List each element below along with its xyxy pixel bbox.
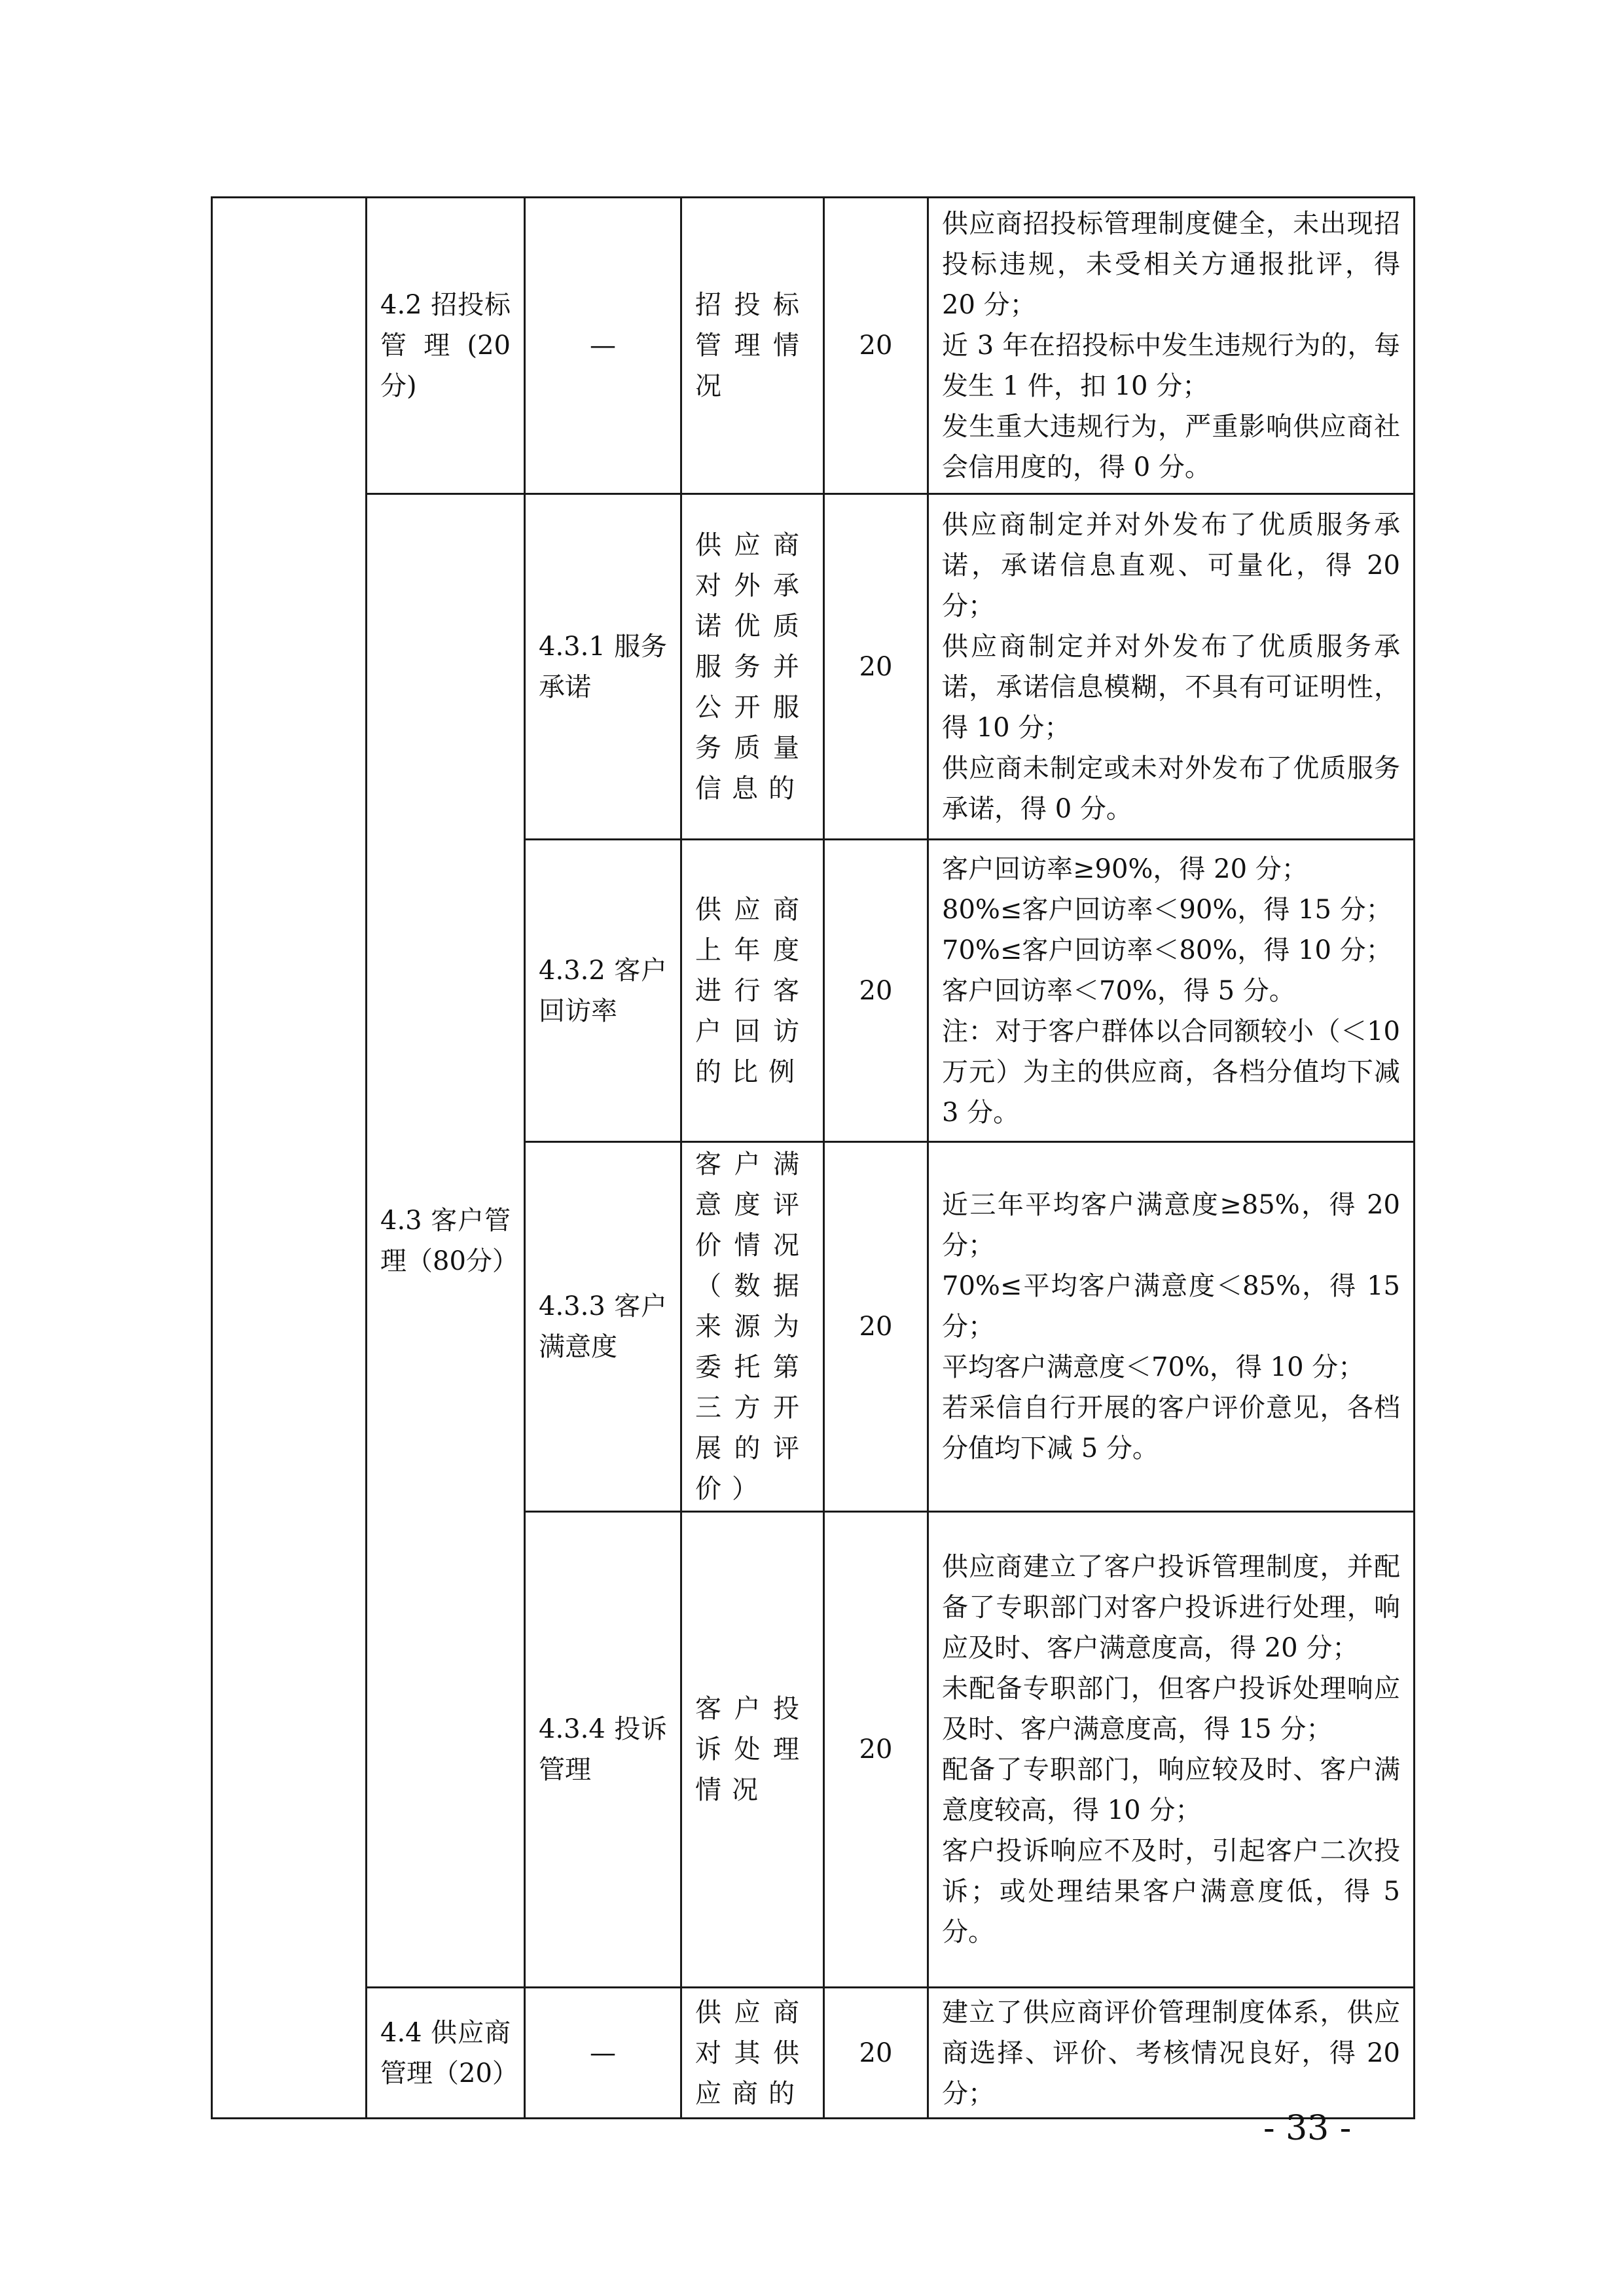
criteria-line: 近 3 年在招投标中发生违规行为的，每发生 1 件，扣 10 分； xyxy=(942,331,1400,401)
level3-cell: 4.3.4 投诉管理 xyxy=(525,1512,681,1988)
score-cell: 20 xyxy=(824,494,928,840)
criteria-line: 客户回访率＜70%，得 5 分。 xyxy=(942,975,1295,1006)
criteria-line: 未配备专职部门，但客户投诉处理响应及时、客户满意度高，得 15 分； xyxy=(942,1674,1400,1744)
item-cell: 供应商上年度进行客户回访的比例 xyxy=(681,840,824,1142)
level2-cell: 4.3 客户管理（80分） xyxy=(367,494,525,1988)
criteria-cell xyxy=(928,840,1415,1142)
criteria-line: 客户投诉响应不及时，引起客户二次投诉；或处理结果客户满意度低，得 5 分。 xyxy=(942,1836,1400,1947)
criteria-cell xyxy=(928,198,1415,494)
criteria-line: 供应商未制定或未对外发布了优质服务承诺，得 0 分。 xyxy=(942,753,1400,824)
score-cell: 20 xyxy=(824,1988,928,2119)
item-cell: 供应商对其供应商的 xyxy=(681,1988,824,2119)
criteria-line: 配备了专职部门，响应较及时、客户满意度较高，得 10 分； xyxy=(942,1755,1400,1825)
score-cell: 20 xyxy=(824,198,928,494)
criteria-line: 注：对于客户群体以合同额较小（＜10 万元）为主的供应商，各档分值均下减 3 分。 xyxy=(942,1016,1400,1128)
page-number: - 33 - xyxy=(1263,2109,1352,2148)
score-cell: 20 xyxy=(824,1142,928,1512)
item-cell: 客户满意度评价情况（数据来源为委托第三方开展的评价） xyxy=(681,1142,824,1512)
level3-cell: — xyxy=(525,1988,681,2119)
item-cell: 招投标管理情况 xyxy=(681,198,824,494)
evaluation-table xyxy=(211,196,1415,2119)
item-cell: 客户投诉处理情况 xyxy=(681,1512,824,1988)
table-row xyxy=(212,494,1415,840)
criteria-line: 建立了供应商评价管理制度体系，供应商选择、评价、考核情况良好，得 20 分； xyxy=(942,1997,1400,2109)
criteria-line: 供应商制定并对外发布了优质服务承诺，承诺信息直观、可量化，得 20 分； xyxy=(942,509,1400,621)
criteria-line: 客户回访率≥90%，得 20 分； xyxy=(942,853,1308,884)
level2-cell: 4.4 供应商管理（20） xyxy=(367,1988,525,2119)
criteria-line: 80%≤客户回访率＜90%，得 15 分； xyxy=(942,894,1392,925)
score-cell: 20 xyxy=(824,840,928,1142)
criteria-cell xyxy=(928,494,1415,840)
criteria-line: 发生重大违规行为，严重影响供应商社会信用度的，得 0 分。 xyxy=(942,412,1400,482)
item-cell: 供应商对外承诺优质服务并公开服务质量信息的 xyxy=(681,494,824,840)
criteria-line: 供应商建立了客户投诉管理制度，并配备了专职部门对客户投诉进行处理，响应及时、客户满意度高，得 20 分； xyxy=(942,1552,1400,1663)
criteria-line: 若采信自行开展的客户评价意见，各档分值均下减 5 分。 xyxy=(942,1393,1400,1463)
table-row xyxy=(212,1988,1415,2119)
level3-cell: 4.3.1 服务承诺 xyxy=(525,494,681,840)
score-cell: 20 xyxy=(824,1512,928,1988)
criteria-line: 供应商招投标管理制度健全，未出现招投标违规，未受相关方通报批评，得 20 分； xyxy=(942,209,1400,320)
criteria-line: 70%≤客户回访率＜80%，得 10 分； xyxy=(942,935,1392,965)
level1-cell xyxy=(212,198,367,2119)
level3-cell: — xyxy=(525,198,681,494)
criteria-line: 70%≤平均客户满意度＜85%，得 15 分； xyxy=(942,1271,1400,1342)
table-row xyxy=(212,198,1415,494)
criteria-cell xyxy=(928,1988,1415,2119)
criteria-cell xyxy=(928,1512,1415,1988)
criteria-line: 供应商制定并对外发布了优质服务承诺，承诺信息模糊，不具有可证明性，得 10 分； xyxy=(942,631,1400,743)
level3-cell: 4.3.2 客户回访率 xyxy=(525,840,681,1142)
criteria-line: 平均客户满意度＜70%，得 10 分； xyxy=(942,1352,1365,1382)
level3-cell: 4.3.3 客户满意度 xyxy=(525,1142,681,1512)
criteria-line: 近三年平均客户满意度≥85%，得 20 分； xyxy=(942,1190,1400,1261)
criteria-cell xyxy=(928,1142,1415,1512)
level2-cell: 4.2 招投标管理(20分) xyxy=(367,198,525,494)
